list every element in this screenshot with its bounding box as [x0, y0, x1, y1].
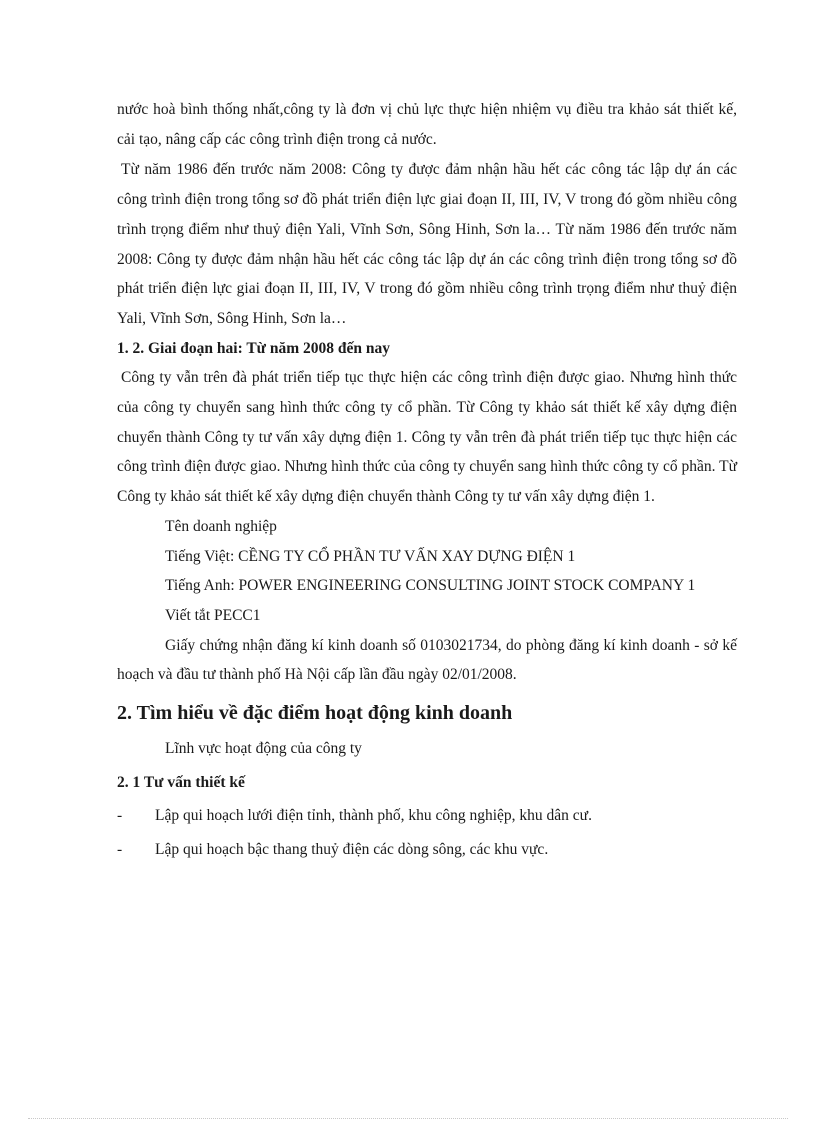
bullet-dash: -	[117, 841, 123, 859]
company-name-label: Tên doanh nghiệp	[165, 517, 277, 535]
page-footer-divider	[28, 1118, 788, 1119]
document-page	[117, 95, 737, 867]
company-name-vietnamese: Tiếng Việt: CỀNG TY CỔ PHẦN TƯ VẤN XAY DỰNG ĐIỆN 1	[165, 547, 576, 565]
list-item-text: Lập qui hoạch bậc thang thuỷ điện các dòng sông, các khu vực.	[155, 841, 549, 859]
paragraph-period-1986-2008: Từ năm 1986 đến trước năm 2008: Công ty được đảm nhận hầu hết các công tác lập dự án các công trình điện trong tổng sơ đồ phát triển điện lực giai đoạn II, III, IV, V trong đó gồm nhiều công trình trọng điểm như thuỷ điện Yali, Vĩnh Sơn, Sông Hinh, Sơn la… Từ năm 1986 đến trước năm 2008: Công ty được đảm nhận hầu hết các công tác lập dự án các công trình điện trong tổng sơ đồ phát triển điện lực giai đoạn II, III, IV, V trong đó gồm nhiều công trình trọng điểm như thuỷ điện Yali, Vĩnh Sơn, Sông Hinh, Sơn la…	[117, 161, 737, 327]
paragraph-intro: nước hoà bình thống nhất,công ty là đơn vị chủ lực thực hiện nhiệm vụ điều tra khảo sát thiết kế, cải tạo, nâng cấp các công trình điện trong cả nước.	[117, 101, 737, 148]
company-abbreviation: Viết tắt PECC1	[165, 606, 261, 624]
company-name-english: Tiếng Anh: POWER ENGINEERING CONSULTING JOINT STOCK COMPANY 1	[165, 577, 696, 595]
heading-period-two: 1. 2. Giai đoạn hai: Từ năm 2008 đến nay	[117, 339, 391, 357]
paragraph-period-2008: Công ty vẫn trên đà phát triển tiếp tục thực hiện các công trình điện được giao. Nhưng hình thức của công ty chuyển sang hình thức công ty cổ phần. Từ Công ty khảo sát thiết kế xây dựng điện chuyển thành Công ty tư vấn xây dựng điện 1. Công ty vẫn trên đà phát triển tiếp tục thực hiện các công trình điện được giao. Nhưng hình thức của công ty chuyển sang hình thức công ty cổ phần. Từ Công ty khảo sát thiết kế xây dựng điện chuyển thành Công ty tư vấn xây dựng điện 1.	[117, 369, 737, 506]
business-license: Giấy chứng nhận đăng kí kinh doanh số 0103021734, do phòng đăng kí kinh doanh - sở kế hoạch và đầu tư thành phố Hà Nội cấp lần đầu ngày 02/01/2008.	[117, 636, 737, 684]
list-item-text: Lập qui hoạch lưới điện tỉnh, thành phố, khu công nghiệp, khu dân cư.	[155, 807, 592, 825]
heading-business-characteristics: 2. Tìm hiểu về đặc điểm hoạt động kinh doanh	[117, 702, 513, 725]
heading-design-consulting: 2. 1 Tư vấn thiết kế	[117, 773, 245, 791]
list-item	[117, 799, 737, 833]
list-item	[117, 833, 737, 867]
bullet-dash: -	[117, 807, 123, 825]
field-of-activity-label: Lĩnh vực hoạt động của công ty	[165, 740, 362, 758]
